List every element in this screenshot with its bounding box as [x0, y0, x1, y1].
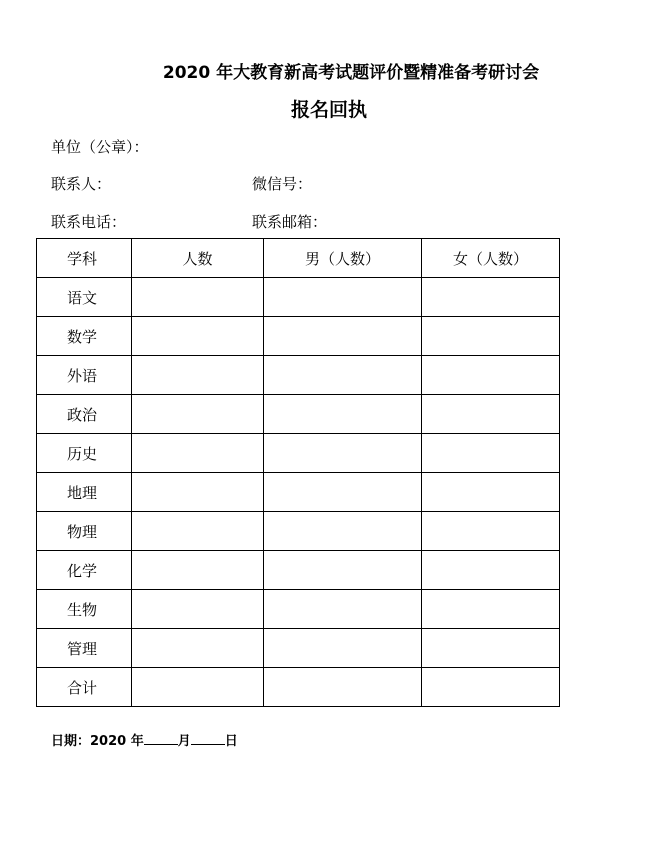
male-cell[interactable] [264, 434, 422, 473]
total-cell[interactable] [132, 278, 264, 317]
subject-cell: 语文 [37, 278, 132, 317]
male-cell[interactable] [264, 356, 422, 395]
date-line [51, 730, 238, 749]
subject-cell: 化学 [37, 551, 132, 590]
table-header-row [37, 239, 560, 278]
header-male: 男（人数） [264, 239, 422, 278]
subject-cell: 合计 [37, 668, 132, 707]
total-cell[interactable] [132, 434, 264, 473]
day-label: 日 [224, 734, 238, 749]
total-cell[interactable] [132, 512, 264, 551]
male-cell[interactable] [264, 512, 422, 551]
total-cell[interactable] [132, 317, 264, 356]
male-cell[interactable] [264, 590, 422, 629]
table-row [37, 551, 560, 590]
male-cell[interactable] [264, 395, 422, 434]
female-cell[interactable] [422, 668, 560, 707]
male-cell[interactable] [264, 551, 422, 590]
header-subject: 学科 [37, 239, 132, 278]
female-cell[interactable] [422, 356, 560, 395]
signup-table [36, 238, 560, 707]
wechat-field-label: 微信号： [252, 175, 313, 193]
month-blank[interactable] [144, 732, 178, 745]
day-blank[interactable] [191, 732, 225, 745]
female-cell[interactable] [422, 434, 560, 473]
subject-cell: 数学 [37, 317, 132, 356]
total-cell[interactable] [132, 629, 264, 668]
table-row [37, 473, 560, 512]
table-row [37, 434, 560, 473]
subject-cell: 生物 [37, 590, 132, 629]
male-cell[interactable] [264, 278, 422, 317]
male-cell[interactable] [264, 629, 422, 668]
document-title: 2020 年大教育新高考试题评价暨精准备考研讨会 [162, 63, 540, 83]
subject-cell: 外语 [37, 356, 132, 395]
table-row [37, 317, 560, 356]
total-cell[interactable] [132, 395, 264, 434]
total-cell[interactable] [132, 473, 264, 512]
female-cell[interactable] [422, 395, 560, 434]
male-cell[interactable] [264, 668, 422, 707]
female-cell[interactable] [422, 512, 560, 551]
total-cell[interactable] [132, 668, 264, 707]
table-row [37, 668, 560, 707]
table-row [37, 395, 560, 434]
male-cell[interactable] [264, 317, 422, 356]
female-cell[interactable] [422, 590, 560, 629]
subject-cell: 物理 [37, 512, 132, 551]
total-cell[interactable] [132, 356, 264, 395]
table-row [37, 590, 560, 629]
total-cell[interactable] [132, 551, 264, 590]
female-cell[interactable] [422, 551, 560, 590]
month-label: 月 [177, 734, 191, 749]
table-row [37, 629, 560, 668]
male-cell[interactable] [264, 473, 422, 512]
female-cell[interactable] [422, 629, 560, 668]
unit-field-label: 单位（公章）： [51, 138, 149, 156]
email-field-label: 联系邮箱： [252, 213, 328, 231]
table-row [37, 356, 560, 395]
header-female: 女（人数） [422, 239, 560, 278]
table-row [37, 512, 560, 551]
date-label: 日期：2020 年 [51, 734, 144, 749]
contact-field-label: 联系人： [51, 175, 112, 193]
document-subtitle: 报名回执 [290, 99, 367, 121]
female-cell[interactable] [422, 317, 560, 356]
female-cell[interactable] [422, 473, 560, 512]
subject-cell: 管理 [37, 629, 132, 668]
total-cell[interactable] [132, 590, 264, 629]
subject-cell: 政治 [37, 395, 132, 434]
subject-cell: 历史 [37, 434, 132, 473]
phone-field-label: 联系电话： [51, 213, 127, 231]
female-cell[interactable] [422, 278, 560, 317]
header-total: 人数 [132, 239, 264, 278]
table-row [37, 278, 560, 317]
subject-cell: 地理 [37, 473, 132, 512]
